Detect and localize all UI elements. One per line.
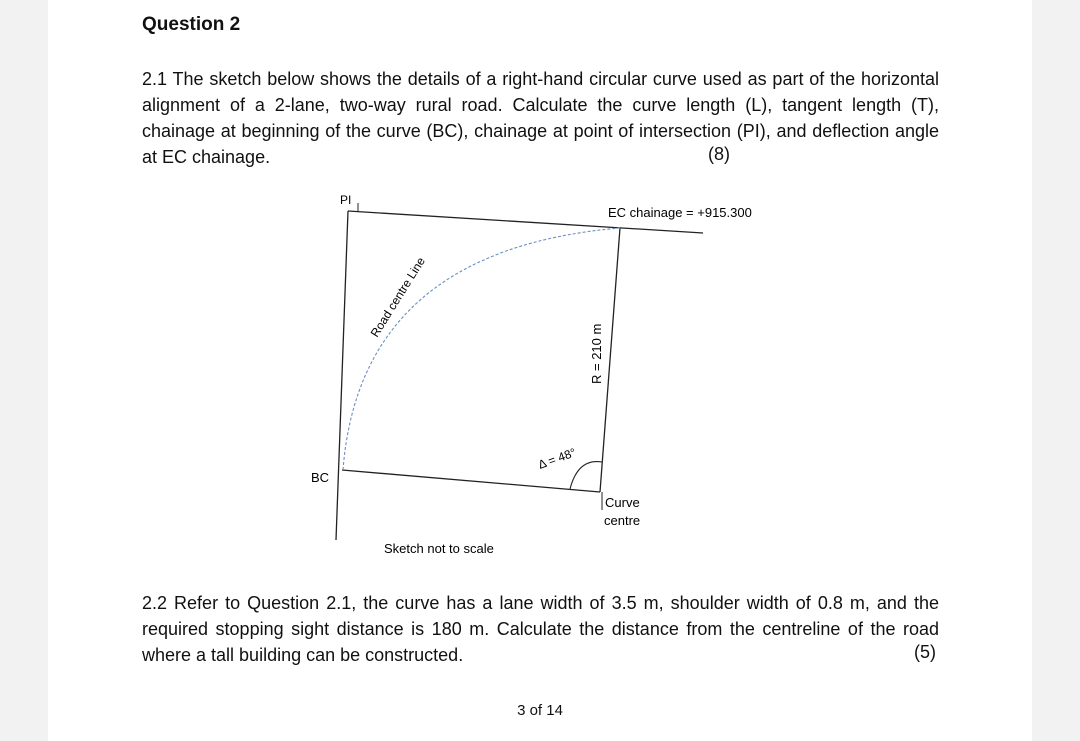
road-centre-label: Road centre Line: [367, 254, 428, 340]
question-2-1-marks: (8): [708, 144, 730, 164]
curve-centre-label-1: Curve: [605, 495, 640, 510]
ec-chainage-label: EC chainage = +915.300: [608, 205, 752, 220]
question-2-2-marks: (5): [914, 642, 936, 662]
curve-centre-label-2: centre: [604, 513, 641, 528]
page-number: 3 of 14: [517, 702, 563, 719]
sketch-note: Sketch not to scale: [384, 541, 494, 556]
tangent-line-left: [336, 211, 348, 540]
road-centre-curve: [343, 228, 620, 470]
radius-label: R = 210 m: [589, 323, 604, 384]
question-2-1-text: 2.1 The sketch below shows the details of a right-hand circular curve used as part of the horizontal alignment of a 2-lane, two-way rural road. Calculate the curve length (L), tangent length (T), chainage at beginning of the curve (BC), chainage at point of intersection (PI), and deflection angle at EC chainage.: [142, 69, 939, 167]
delta-label: Δ = 48°: [536, 445, 578, 472]
question-title: Question 2: [142, 14, 241, 35]
pi-label: PI: [340, 193, 352, 207]
radius-line-bc: [342, 470, 600, 492]
bc-label: BC: [311, 470, 330, 485]
question-2-2-text: 2.2 Refer to Question 2.1, the curve has a lane width of 3.5 m, shoulder width of 0.8 m, and the required stopping sight distance is 180 m. Calculate the distance from the centreline of the road where a tall building can be constructed.: [142, 593, 939, 665]
delta-angle-arc: [570, 462, 602, 489]
